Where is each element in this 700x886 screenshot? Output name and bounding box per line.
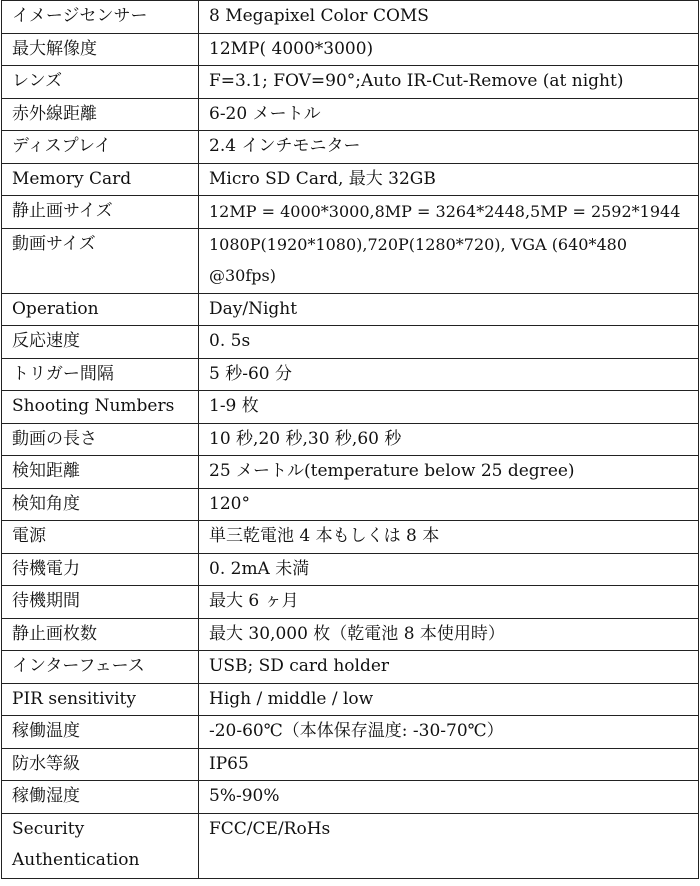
- table-row: [2, 586, 699, 619]
- row-label: Shooting Numbers: [2, 391, 199, 424]
- row-value: High / middle / low: [199, 683, 699, 716]
- row-label: 待機電力: [2, 553, 199, 586]
- table-row: [2, 391, 699, 424]
- row-label: 防水等級: [2, 748, 199, 781]
- table-row: [2, 66, 699, 99]
- row-label: 静止画サイズ: [2, 196, 199, 229]
- table-row: [2, 293, 699, 326]
- row-value: 最大 30,000 枚（乾電池 8 本使用時）: [199, 618, 699, 651]
- table-row: [2, 196, 699, 229]
- table-row: [2, 553, 699, 586]
- table-row: [2, 326, 699, 359]
- row-value: [199, 228, 699, 293]
- row-value: 12MP( 4000*3000): [199, 33, 699, 66]
- row-label-line: Authentication: [12, 849, 140, 870]
- row-label: 検知角度: [2, 488, 199, 521]
- row-label: 最大解像度: [2, 33, 199, 66]
- row-value: 2.4 インチモニター: [199, 131, 699, 164]
- spec-table: [1, 0, 699, 879]
- row-label: 赤外線距離: [2, 98, 199, 131]
- table-row: [2, 33, 699, 66]
- row-value: 5%-90%: [199, 781, 699, 814]
- row-value: FCC/CE/RoHs: [199, 813, 699, 878]
- row-label: 動画サイズ: [2, 228, 199, 293]
- table-row: [2, 1, 699, 34]
- row-label: トリガー間隔: [2, 358, 199, 391]
- row-value: 6-20 メートル: [199, 98, 699, 131]
- row-label: ディスプレイ: [2, 131, 199, 164]
- row-label: インターフェース: [2, 651, 199, 684]
- table-row: [2, 163, 699, 196]
- row-value: F=3.1; FOV=90°;Auto IR-Cut-Remove (at night): [199, 66, 699, 99]
- row-label: 待機期間: [2, 586, 199, 619]
- table-row: [2, 358, 699, 391]
- table-row: [2, 521, 699, 554]
- table-row: [2, 813, 699, 878]
- table-row: [2, 748, 699, 781]
- row-label-line: Security: [12, 818, 85, 839]
- table-row: [2, 781, 699, 814]
- table-row: [2, 423, 699, 456]
- table-row: [2, 651, 699, 684]
- row-value: 最大 6 ヶ月: [199, 586, 699, 619]
- row-value: 単三乾電池 4 本もしくは 8 本: [199, 521, 699, 554]
- row-value: Micro SD Card, 最大 32GB: [199, 163, 699, 196]
- row-value: USB; SD card holder: [199, 651, 699, 684]
- row-label: 電源: [2, 521, 199, 554]
- row-value: 1-9 枚: [199, 391, 699, 424]
- row-label: 検知距離: [2, 456, 199, 489]
- row-value: 12MP = 4000*3000,8MP = 3264*2448,5MP = 2592*1944: [199, 196, 699, 229]
- row-label: 稼働温度: [2, 716, 199, 749]
- row-value: 10 秒,20 秒,30 秒,60 秒: [199, 423, 699, 456]
- row-value: 120°: [199, 488, 699, 521]
- table-row: [2, 683, 699, 716]
- row-value-line: @30fps): [209, 265, 276, 285]
- row-label: 動画の長さ: [2, 423, 199, 456]
- row-label: Memory Card: [2, 163, 199, 196]
- row-label: イメージセンサー: [2, 1, 199, 34]
- row-label: PIR sensitivity: [2, 683, 199, 716]
- row-value: 0. 5s: [199, 326, 699, 359]
- row-value-line: 1080P(1920*1080),720P(1280*720), VGA (640*480: [209, 234, 628, 254]
- table-row: [2, 618, 699, 651]
- row-label: レンズ: [2, 66, 199, 99]
- row-label: 反応速度: [2, 326, 199, 359]
- table-row: [2, 716, 699, 749]
- table-row: [2, 456, 699, 489]
- row-label: 静止画枚数: [2, 618, 199, 651]
- row-value: IP65: [199, 748, 699, 781]
- table-row: [2, 228, 699, 293]
- table-row: [2, 131, 699, 164]
- row-value: 8 Megapixel Color COMS: [199, 1, 699, 34]
- row-value: -20-60℃（本体保存温度: -30-70℃）: [199, 716, 699, 749]
- row-value: Day/Night: [199, 293, 699, 326]
- row-label: Operation: [2, 293, 199, 326]
- row-label: [2, 813, 199, 878]
- row-value: 25 メートル(temperature below 25 degree): [199, 456, 699, 489]
- row-label: 稼働湿度: [2, 781, 199, 814]
- table-row: [2, 488, 699, 521]
- row-value: 0. 2mA 未満: [199, 553, 699, 586]
- row-value: 5 秒-60 分: [199, 358, 699, 391]
- table-row: [2, 98, 699, 131]
